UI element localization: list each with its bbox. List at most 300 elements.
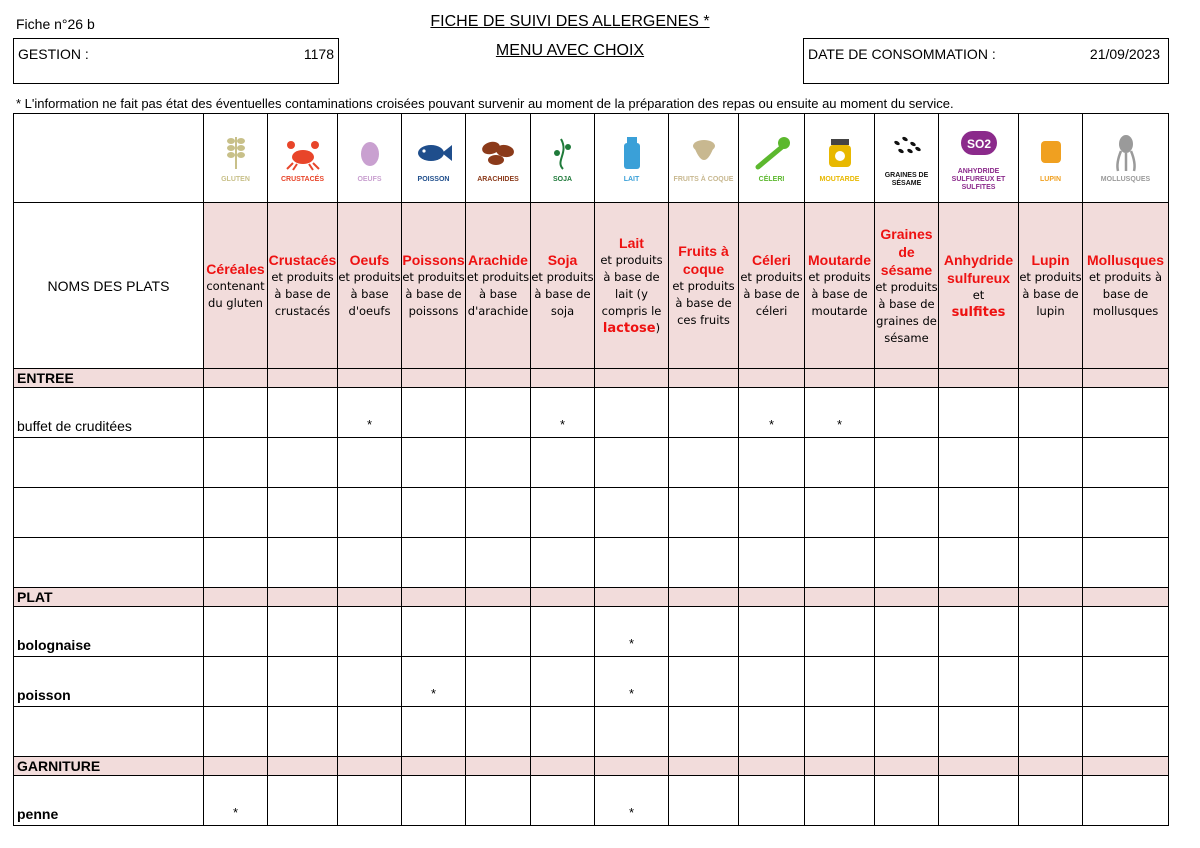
allergen-name: Graines de sésame: [880, 225, 933, 278]
allergen-mark-cell: [531, 538, 595, 588]
allergen-mark-cell: [402, 438, 466, 488]
allergen-mark-cell: [739, 657, 805, 707]
allergen-icon-cell: [1083, 114, 1169, 203]
allergen-mark-cell: [669, 388, 739, 438]
section-cell: [268, 369, 338, 388]
allergen-mark-cell: [204, 707, 268, 757]
allergen-mark-cell: [1019, 657, 1083, 707]
allergen-mark-cell: [669, 607, 739, 657]
allergen-icon-caption: OEUFS: [357, 175, 382, 183]
allergen-mark-cell: [1083, 538, 1169, 588]
allergen-description-text: et produits à base d'arachide: [466, 270, 530, 318]
date-box: [803, 38, 1169, 84]
allergen-name: Céleri: [752, 252, 791, 268]
allergen-mark-cell: [268, 776, 338, 826]
dish-name: poisson: [14, 657, 204, 707]
allergen-icon-wrap: [268, 114, 337, 202]
allergen-mark-cell: [739, 388, 805, 438]
allergen-mark-cell: [204, 488, 268, 538]
allergen-mark-cell: [1083, 607, 1169, 657]
allergen-mark-cell: [402, 607, 466, 657]
allergen-mark: *: [628, 636, 635, 651]
allergen-description: [939, 287, 1018, 321]
allergen-icon-wrap: [204, 114, 267, 202]
section-cell: [204, 369, 268, 388]
section-cell: [466, 588, 531, 607]
peanut-icon: [478, 133, 518, 173]
allergen-mark-cell: [739, 488, 805, 538]
allergen-mark-cell: [739, 707, 805, 757]
table-row: [14, 388, 1169, 438]
section-cell: [939, 369, 1019, 388]
allergen-name: Lait: [619, 235, 644, 251]
allergen-header-cell: [338, 203, 402, 369]
section-cell: [739, 369, 805, 388]
section-cell: [669, 369, 739, 388]
allergen-icon-caption: LUPIN: [1040, 175, 1061, 183]
so2-badge-text: SO2: [966, 136, 991, 151]
dish-name: [14, 538, 204, 588]
allergen-mark-cell: [1083, 707, 1169, 757]
section-row: [14, 588, 1169, 607]
dish-name: [14, 488, 204, 538]
allergen-mark-cell: [204, 438, 268, 488]
allergen-icon-cell: [466, 114, 531, 203]
soy-icon: [543, 133, 583, 173]
allergen-mark-cell: [466, 388, 531, 438]
allergen-icon-wrap: [595, 114, 668, 202]
allergen-mark-cell: [338, 438, 402, 488]
allergen-mark-cell: [595, 776, 669, 826]
allergen-mark-cell: [466, 488, 531, 538]
allergen-mark-cell: [669, 776, 739, 826]
section-cell: [875, 757, 939, 776]
section-cell: [402, 757, 466, 776]
allergen-mark-cell: [805, 388, 875, 438]
allergen-mark-cell: [595, 607, 669, 657]
allergen-header-cell: [739, 203, 805, 369]
allergen-mark-cell: [531, 607, 595, 657]
allergen-mark-cell: [875, 657, 939, 707]
section-cell: [595, 588, 669, 607]
allergen-icon-caption: ARACHIDES: [477, 175, 519, 183]
allergen-description-text: et produits à base de mollusques: [1088, 270, 1163, 318]
allergen-name: Mollusques: [1086, 252, 1164, 268]
section-cell: [531, 757, 595, 776]
allergen-name: Poissons: [402, 252, 465, 268]
section-cell: [1019, 757, 1083, 776]
allergen-description: [805, 269, 874, 320]
allergen-description: [402, 269, 465, 320]
allergen-icon-caption: LAIT: [623, 175, 640, 183]
mollusc-icon: [1106, 133, 1146, 173]
allergen-header-cell: [939, 203, 1019, 369]
allergen-description-text: et produits à base de moutarde: [808, 270, 871, 318]
allergen-description: [268, 269, 337, 320]
allergen-mark-cell: [531, 776, 595, 826]
allergen-header-cell: [669, 203, 739, 369]
section-cell: [204, 757, 268, 776]
allergen-mark-cell: [338, 607, 402, 657]
allergen-mark-cell: [338, 388, 402, 438]
allergen-mark-cell: [805, 488, 875, 538]
allergen-mark-cell: [1019, 538, 1083, 588]
allergen-description-text: et produits à base de poissons: [402, 270, 465, 318]
allergen-description: [595, 252, 668, 337]
allergen-icon-wrap: [875, 114, 938, 202]
table-row: [14, 488, 1169, 538]
milk-icon: [612, 133, 652, 173]
section-cell: [595, 757, 669, 776]
allergen-mark-cell: [402, 488, 466, 538]
allergen-mark-cell: [669, 438, 739, 488]
allergen-name: Oeufs: [349, 252, 390, 268]
allergen-icon-wrap: [402, 114, 465, 202]
allergen-name: Anhydride sulfureux: [943, 251, 1014, 286]
allergen-icon-caption: POISSON: [417, 175, 450, 183]
allergen-mark: *: [430, 686, 437, 701]
allergen-mark-cell: [338, 657, 402, 707]
section-cell: [739, 588, 805, 607]
allergen-description: [338, 269, 401, 320]
section-cell: [1019, 369, 1083, 388]
allergen-mark-cell: [939, 538, 1019, 588]
allergen-icon-wrap: [338, 114, 401, 202]
section-cell: [338, 588, 402, 607]
gluten-icon: [216, 133, 256, 173]
allergen-mark-cell: [204, 538, 268, 588]
section-cell: [1083, 369, 1169, 388]
section-row: [14, 757, 1169, 776]
allergen-mark: *: [628, 686, 635, 701]
allergen-description: [204, 278, 267, 312]
allergen-description: [1019, 269, 1082, 320]
table-row: [14, 538, 1169, 588]
allergen-icon-caption: CÉLERI: [758, 175, 785, 183]
allergen-header-cell: [466, 203, 531, 369]
allergen-header-row: [14, 203, 1169, 369]
allergen-mark-cell: [338, 776, 402, 826]
allergen-icon-caption: MOUTARDE: [819, 175, 860, 183]
allergen-mark-cell: [268, 388, 338, 438]
allergen-mark-cell: [1019, 488, 1083, 538]
celery-icon: [752, 133, 792, 173]
allergen-description-text: et produits à base de ces fruits: [672, 279, 735, 327]
document-subtitle: MENU AVEC CHOIX: [495, 42, 645, 59]
allergen-icon-cell: [939, 114, 1019, 203]
allergen-mark-cell: [875, 707, 939, 757]
allergen-mark: *: [628, 805, 635, 820]
allergen-icon-cell: [875, 114, 939, 203]
allergen-icon-wrap: [805, 114, 874, 202]
table-row: [14, 438, 1169, 488]
allergen-header-cell: [268, 203, 338, 369]
disclaimer-note: * L'information ne fait pas état des éventuelles contaminations croisées pouvant survenir au moment de la préparation des repas ou ensuite au moment du service.: [16, 96, 954, 111]
section-cell: [805, 369, 875, 388]
allergen-icon-cell: [669, 114, 739, 203]
section-cell: [338, 757, 402, 776]
allergen-description: [531, 269, 594, 320]
sesame-icon: [887, 129, 927, 169]
allergen-mark-cell: [531, 388, 595, 438]
section-label: PLAT: [14, 588, 204, 607]
allergen-mark-cell: [875, 488, 939, 538]
allergen-mark-cell: [268, 538, 338, 588]
allergen-description-text: et produits à base de soja: [531, 270, 594, 318]
section-cell: [204, 588, 268, 607]
allergen-icon-wrap: [1019, 114, 1082, 202]
allergen-icon-row: [14, 114, 1169, 203]
allergen-mark-cell: [466, 776, 531, 826]
dish-name: [14, 707, 204, 757]
allergen-mark-cell: [204, 776, 268, 826]
allergen-mark-cell: [875, 607, 939, 657]
allergen-icon-caption: GRAINES DE SÉSAME: [884, 171, 929, 187]
allergen-mark-cell: [939, 388, 1019, 438]
allergen-mark-cell: [268, 657, 338, 707]
allergen-mark-cell: [875, 776, 939, 826]
date-label: DATE DE CONSOMMATION :: [808, 46, 996, 62]
allergen-description-text: et produits à base d'oeufs: [338, 270, 401, 318]
table-row: [14, 707, 1169, 757]
allergen-mark-cell: [268, 488, 338, 538]
section-cell: [531, 369, 595, 388]
allergen-mark-cell: [805, 538, 875, 588]
allergen-mark-cell: [402, 388, 466, 438]
dish-name: penne: [14, 776, 204, 826]
allergen-mark-cell: [1019, 707, 1083, 757]
allergen-description: [875, 279, 938, 347]
allergen-description-text: et produits à base de lupin: [1019, 270, 1082, 318]
allergen-icon-cell: [531, 114, 595, 203]
allergen-name: Céréales: [206, 260, 265, 277]
allergen-mark-cell: [1083, 388, 1169, 438]
allergen-mark-cell: [669, 707, 739, 757]
allergen-description-text: contenant du gluten: [206, 278, 265, 310]
allergen-mark: *: [559, 417, 566, 432]
allergen-mark-cell: [739, 776, 805, 826]
section-cell: [669, 757, 739, 776]
allergen-icon-cell: [268, 114, 338, 203]
allergen-description-text: et produits à base de crustacés: [271, 270, 334, 318]
section-cell: [1019, 588, 1083, 607]
allergen-description: [466, 269, 530, 320]
allergen-mark-cell: [805, 707, 875, 757]
allergen-mark-cell: [466, 707, 531, 757]
allergen-header-cell: [875, 203, 939, 369]
allergen-mark-cell: [402, 707, 466, 757]
allergen-mark-cell: [204, 388, 268, 438]
allergen-mark-cell: [466, 438, 531, 488]
allergen-mark-cell: [875, 538, 939, 588]
allergen-mark-cell: [531, 707, 595, 757]
allergen-icon-caption: ANHYDRIDE SULFUREUX ET SULFITES: [951, 167, 1006, 191]
allergen-description: [1083, 269, 1168, 320]
table-row: [14, 607, 1169, 657]
section-label: GARNITURE: [14, 757, 204, 776]
allergen-icon-caption: FRUITS À COQUE: [673, 175, 734, 183]
allergen-description-end: ): [655, 321, 661, 335]
gestion-label: GESTION :: [18, 46, 89, 62]
crab-icon: [283, 133, 323, 173]
dish-name: bolognaise: [14, 607, 204, 657]
allergen-mark-cell: [595, 657, 669, 707]
allergen-mark-cell: [1019, 776, 1083, 826]
table-row: [14, 657, 1169, 707]
date-value: 21/09/2023: [1089, 46, 1160, 62]
fiche-number: Fiche n°26 b: [16, 16, 95, 32]
allergen-mark-cell: [1083, 657, 1169, 707]
allergen-icon-cell: [595, 114, 669, 203]
allergen-mark-cell: [531, 657, 595, 707]
section-cell: [1083, 757, 1169, 776]
allergen-mark-cell: [595, 488, 669, 538]
section-cell: [669, 588, 739, 607]
allergen-icon-cell: [402, 114, 466, 203]
section-cell: [268, 757, 338, 776]
allergen-icon-caption: GLUTEN: [221, 175, 250, 183]
allergen-mark-cell: [1083, 776, 1169, 826]
allergen-mark-cell: [1083, 488, 1169, 538]
allergen-mark-cell: [466, 607, 531, 657]
nut-icon: [684, 133, 724, 173]
dish-column-header: NOMS DES PLATS: [14, 203, 204, 369]
allergen-mark-cell: [466, 657, 531, 707]
allergen-mark-cell: [939, 776, 1019, 826]
section-label: ENTREE: [14, 369, 204, 388]
allergen-mark-cell: [939, 707, 1019, 757]
section-cell: [805, 757, 875, 776]
section-cell: [939, 757, 1019, 776]
allergen-mark-cell: [466, 538, 531, 588]
allergen-mark-cell: [268, 607, 338, 657]
so2-icon: [959, 125, 999, 165]
allergen-icon-wrap: [739, 114, 804, 202]
allergen-description-highlight: sulfites: [951, 304, 1006, 320]
allergen-mark-cell: [805, 776, 875, 826]
allergen-mark-cell: [669, 538, 739, 588]
allergen-header-cell: [1083, 203, 1169, 369]
allergen-header-cell: [595, 203, 669, 369]
section-cell: [1083, 588, 1169, 607]
allergen-mark-cell: [939, 488, 1019, 538]
allergen-description-highlight: lactose: [602, 321, 656, 336]
allergen-mark-cell: [268, 438, 338, 488]
allergen-icon-caption: CRUSTACÉS: [280, 175, 325, 183]
allergen-name: Crustacés: [268, 252, 337, 268]
allergen-mark-cell: [338, 707, 402, 757]
lupin-icon: [1031, 133, 1071, 173]
allergen-name: Soja: [547, 252, 578, 268]
allergen-mark-cell: [204, 607, 268, 657]
section-cell: [939, 588, 1019, 607]
allergen-icon-cell: [739, 114, 805, 203]
allergen-icon-wrap: [939, 114, 1018, 202]
allergen-mark-cell: [805, 438, 875, 488]
section-row: [14, 369, 1169, 388]
allergen-mark-cell: [875, 388, 939, 438]
allergen-header-cell: [1019, 203, 1083, 369]
section-cell: [531, 588, 595, 607]
allergen-header-cell: [402, 203, 466, 369]
allergen-description-text: et produits à base de céleri: [740, 270, 803, 318]
allergen-mark-cell: [531, 438, 595, 488]
allergen-mark-cell: [939, 657, 1019, 707]
allergen-mark-cell: [204, 657, 268, 707]
table-row: [14, 776, 1169, 826]
empty-corner-cell: [14, 114, 204, 203]
allergen-mark-cell: [739, 607, 805, 657]
dish-name: buffet de cruditées: [14, 388, 204, 438]
allergen-icon-cell: [1019, 114, 1083, 203]
section-cell: [875, 588, 939, 607]
allergen-name: Moutarde: [808, 252, 871, 268]
allergen-mark: *: [836, 417, 843, 432]
section-cell: [466, 369, 531, 388]
allergen-header-cell: [531, 203, 595, 369]
section-cell: [595, 369, 669, 388]
allergen-icon-wrap: [466, 114, 530, 202]
allergen-mark-cell: [595, 388, 669, 438]
section-cell: [268, 588, 338, 607]
allergen-mark-cell: [402, 657, 466, 707]
allergen-mark-cell: [595, 538, 669, 588]
allergen-mark-cell: [595, 707, 669, 757]
allergen-mark-cell: [1083, 438, 1169, 488]
allergen-table: [13, 113, 1169, 826]
section-cell: [402, 369, 466, 388]
allergen-icon-wrap: [669, 114, 738, 202]
fish-icon: [414, 133, 454, 173]
gestion-box: [13, 38, 339, 84]
allergen-mark-cell: [939, 438, 1019, 488]
allergen-mark-cell: [805, 607, 875, 657]
mustard-icon: [820, 133, 860, 173]
allergen-mark-cell: [739, 438, 805, 488]
allergen-mark-cell: [1019, 438, 1083, 488]
allergen-icon-caption: MOLLUSQUES: [1100, 175, 1151, 183]
allergen-description-text: et produits à base de graines de sésame: [875, 279, 938, 345]
section-cell: [466, 757, 531, 776]
allergen-mark: *: [366, 417, 373, 432]
allergen-mark: *: [232, 805, 239, 820]
document-title: FICHE DE SUIVI DES ALLERGENES *: [430, 13, 710, 30]
allergen-mark-cell: [739, 538, 805, 588]
egg-icon: [350, 133, 390, 173]
allergen-header-cell: [805, 203, 875, 369]
allergen-icon-cell: [204, 114, 268, 203]
allergen-mark: *: [768, 417, 775, 432]
dish-name: [14, 438, 204, 488]
allergen-icon-cell: [805, 114, 875, 203]
allergen-mark-cell: [268, 707, 338, 757]
allergen-mark-cell: [338, 488, 402, 538]
allergen-description: [669, 278, 738, 329]
allergen-name: Arachide: [468, 252, 528, 268]
allergen-description-text: et produits à base de lait (y compris le: [600, 253, 663, 318]
section-cell: [805, 588, 875, 607]
allergen-mark-cell: [669, 657, 739, 707]
section-cell: [338, 369, 402, 388]
section-cell: [739, 757, 805, 776]
allergen-mark-cell: [338, 538, 402, 588]
allergen-mark-cell: [805, 657, 875, 707]
allergen-name: Fruits à coque: [678, 243, 729, 277]
gestion-value: 1178: [303, 46, 334, 62]
allergen-mark-cell: [402, 538, 466, 588]
allergen-mark-cell: [1019, 388, 1083, 438]
allergen-icon-cell: [338, 114, 402, 203]
